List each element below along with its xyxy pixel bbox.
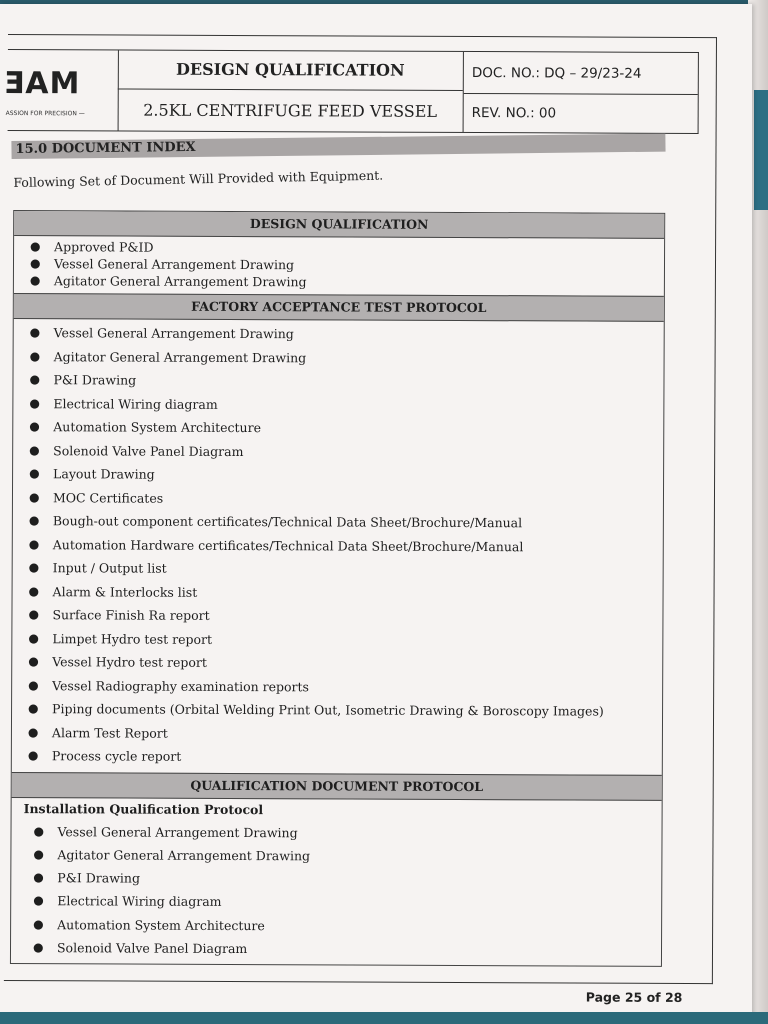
equipment-name: 2.5KL CENTRIFUGE FEED VESSEL [143, 100, 438, 121]
revision-number: REV. NO.: 00 [471, 105, 557, 122]
list-item: ● Limpet Hydro test report [12, 627, 662, 653]
iq-list [11, 818, 662, 967]
bullet-icon: ● [29, 256, 41, 271]
iq-protocol-title: Installation Qualification Protocol [23, 800, 264, 817]
list-item: ● Approved P&ID [30, 239, 154, 255]
list-item: ● Vessel Hydro test report [12, 650, 662, 676]
list-item: ● Vessel General Arrangement Drawing [29, 256, 295, 273]
bullet-icon: ● [28, 513, 40, 528]
list-item: ● Input / Output list [13, 556, 663, 582]
bullet-icon: ● [28, 489, 40, 504]
bullet-icon: ● [27, 748, 39, 763]
document-header [3, 49, 699, 134]
document-page [0, 4, 752, 1016]
logo-cell [3, 50, 119, 130]
bullet-icon: ● [29, 325, 41, 340]
list-item: ● Automation System Architecture [13, 415, 663, 441]
title-cell [118, 50, 464, 132]
bullet-icon: ● [28, 607, 39, 622]
list-item: ● Layout Drawing [13, 462, 663, 488]
bullet-icon: ● [29, 372, 41, 387]
bullet-icon: ● [33, 870, 44, 885]
bullet-icon: ● [29, 466, 40, 481]
dq-band: DESIGN QUALIFICATION [14, 211, 664, 239]
list-item: ● Automation Hardware certificates/Technical Data Sheet/Brochure/Manual [13, 533, 663, 559]
bullet-icon: ● [28, 701, 39, 716]
bullet-icon: ● [29, 273, 41, 288]
bullet-icon: ● [33, 916, 44, 931]
list-item: ● MOC Certificates [13, 486, 663, 512]
doc-info-cell [464, 52, 698, 133]
list-item: ● P&I Drawing [13, 368, 663, 394]
bullet-icon: ● [33, 823, 45, 838]
page-frame [3, 34, 717, 1005]
bullet-icon: ● [29, 395, 40, 410]
bullet-icon: ● [27, 724, 39, 739]
bullet-icon: ● [29, 419, 40, 434]
list-item: ● Agitator General Arrangement Drawing [29, 273, 307, 290]
bullet-icon: ● [28, 560, 40, 575]
list-item: ● Process cycle report [12, 744, 662, 770]
fat-band: FACTORY ACCEPTANCE TEST PROTOCOL [14, 293, 664, 322]
bullet-icon: ● [29, 348, 41, 363]
doc-number: DOC. NO.: DQ – 29/23-24 [464, 52, 698, 95]
list-item: ● Vessel Radiography examination reports [12, 674, 662, 700]
bullet-icon: ● [33, 846, 44, 861]
list-item: ● Agitator General Arrangement Drawing [14, 345, 664, 371]
bullet-icon: ● [30, 239, 41, 254]
bullet-icon: ● [28, 677, 39, 692]
list-item: ● Vessel General Arrangement Drawing [11, 820, 661, 846]
fat-list [12, 319, 664, 774]
bullet-icon: ● [28, 630, 39, 645]
company-logo: ƎAM [3, 65, 81, 102]
document-index-table [10, 210, 665, 967]
background-strip [0, 1012, 768, 1024]
document-title: DESIGN QUALIFICATION [118, 50, 463, 91]
logo-tagline: ASSION FOR PRECISION — [5, 109, 85, 118]
section-heading-text: 15.0 DOCUMENT INDEX [15, 139, 196, 157]
bullet-icon: ● [32, 940, 44, 955]
page-number: Page 25 of 28 [585, 989, 683, 1005]
list-item: ● Automation System Architecture [11, 913, 661, 939]
list-item: ● Electrical Wiring diagram [13, 392, 663, 418]
bullet-icon: ● [28, 536, 40, 551]
section-intro: Following Set of Document Will Provided with Equipment. [13, 167, 384, 191]
page-tab-marker [754, 90, 768, 210]
bullet-icon: ● [29, 442, 40, 457]
section-heading [11, 134, 665, 159]
list-item: ● Surface Finish Ra report [12, 603, 662, 629]
list-item: ● Agitator General Arrangement Drawing [11, 843, 661, 869]
list-item: ● Alarm & Interlocks list [13, 580, 663, 606]
list-item: ● Piping documents (Orbital Welding Print Out, Isometric Drawing & Boroscopy Images) [12, 697, 662, 723]
bullet-icon: ● [33, 893, 44, 908]
list-item: ● P&I Drawing [11, 866, 661, 892]
list-item: ● Solenoid Valve Panel Diagram [13, 439, 663, 465]
list-item: ● Alarm Test Report [12, 721, 662, 747]
list-item: ● Bough-out component certificates/Technical Data Sheet/Brochure/Manual [13, 509, 663, 535]
list-item: ● Vessel General Arrangement Drawing [14, 321, 664, 347]
bullet-icon: ● [28, 654, 39, 669]
qdp-band: QUALIFICATION DOCUMENT PROTOCOL [12, 772, 662, 801]
list-item: ● Solenoid Valve Panel Diagram [11, 936, 661, 962]
list-item: ● Electrical Wiring diagram [11, 889, 661, 915]
dq-list [14, 236, 664, 296]
bullet-icon: ● [28, 583, 40, 598]
